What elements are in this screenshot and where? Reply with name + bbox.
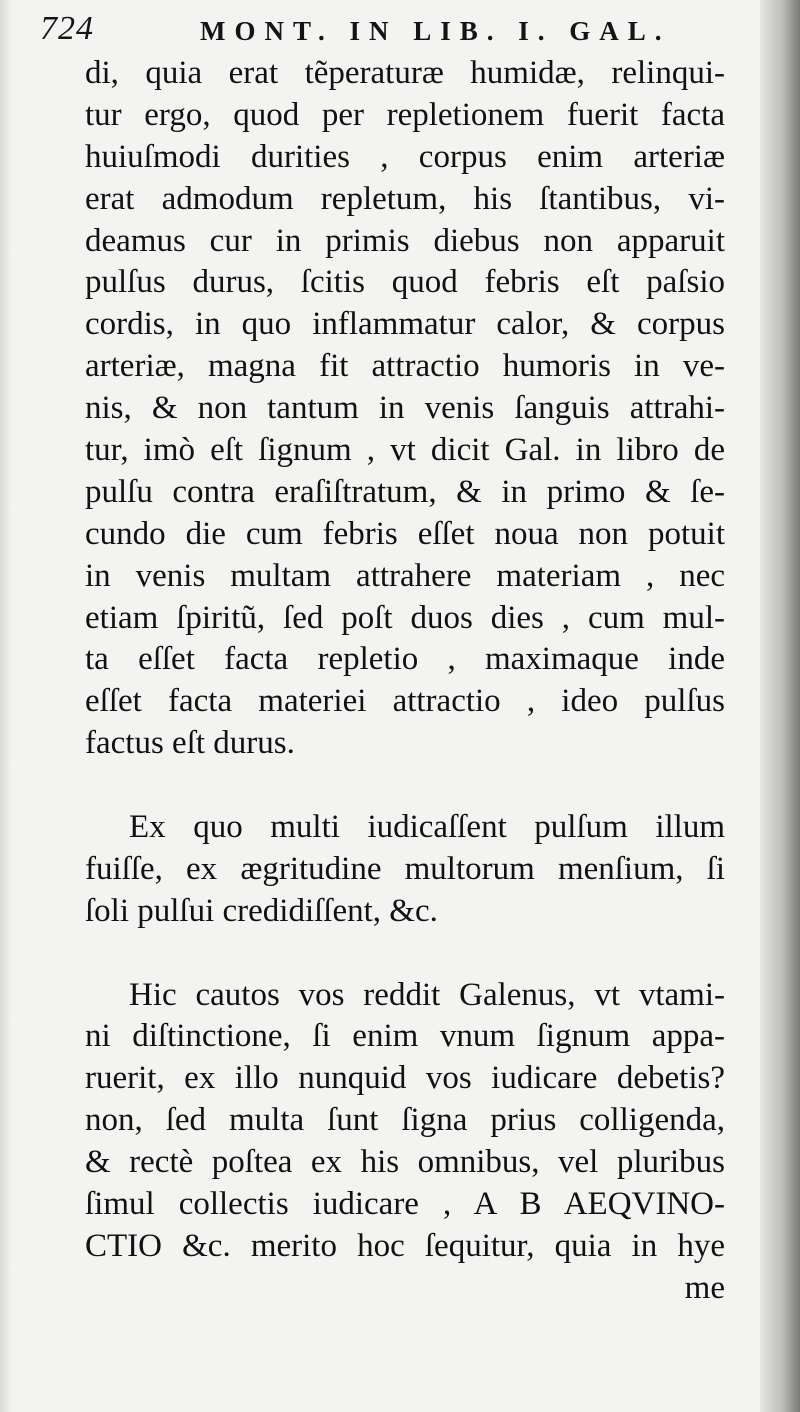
text-line: cordis, in quo inflammatur calor, & corpus bbox=[85, 306, 725, 343]
text-line: erat admodum repletum, his ſtantibus, vi- bbox=[85, 180, 725, 217]
text-line: ta eſſet facta repletio , maximaque inde bbox=[85, 641, 725, 678]
text-line: eſſet facta materiei attractio , ideo pulſus bbox=[85, 683, 725, 720]
text-line: cundo die cum febris eſſet noua non potuit bbox=[85, 515, 725, 552]
text-line: & rectè poſtea ex his omnibus, vel pluribus bbox=[85, 1144, 725, 1181]
paragraph-gap bbox=[85, 765, 725, 807]
text-line: di, quia erat tẽperaturæ humidæ, relinqui- bbox=[85, 55, 725, 91]
text-line: Hic cautos vos reddit Galenus, vt vtami- bbox=[129, 976, 725, 1013]
text-line: huiuſmodi durities , corpus enim arteriæ bbox=[85, 138, 725, 175]
text-line: non, ſed multa ſunt ſigna prius colligenda, bbox=[85, 1102, 725, 1139]
text-line: etiam ſpiritũ, ſed poſt duos dies , cum mul- bbox=[85, 599, 725, 636]
text-line: in venis multam attrahere materiam , nec bbox=[85, 557, 725, 594]
catchword: me bbox=[684, 1269, 725, 1306]
text-line: pulſu contra eraſiſtratum, & in primo & ſe- bbox=[85, 473, 725, 510]
body-text bbox=[85, 53, 725, 1310]
page-number: 724 bbox=[40, 10, 94, 47]
text-line: CTIO &c. merito hoc ſequitur, quia in hye bbox=[85, 1227, 725, 1264]
text-line: tur, imò eſt ſignum , vt dicit Gal. in libro de bbox=[85, 432, 725, 469]
text-line: deamus cur in primis diebus non apparuit bbox=[85, 222, 725, 259]
text-line: ruerit, ex illo nunquid vos iudicare debetis? bbox=[85, 1060, 725, 1097]
text-line: factus eſt durus. bbox=[85, 725, 295, 762]
paragraph bbox=[85, 975, 725, 1268]
running-title: MONT. IN LIB. I. GAL. bbox=[200, 16, 671, 46]
text-line: fuiſſe, ex ægritudine multorum menſium, ſi bbox=[85, 850, 725, 887]
text-line: ſoli pulſui credidiſſent, &c. bbox=[85, 892, 438, 929]
text-line: ſimul collectis iudicare , A B AEQVINO- bbox=[85, 1186, 725, 1223]
text-line: ni diſtinctione, ſi enim vnum ſignum appa- bbox=[85, 1018, 725, 1055]
page-gutter-shadow bbox=[760, 0, 800, 1412]
text-line: arteriæ, magna fit attractio humoris in ve- bbox=[85, 348, 725, 385]
running-head bbox=[40, 10, 740, 54]
paragraph bbox=[85, 53, 725, 765]
text-line: nis, & non tantum in venis ſanguis attrahi- bbox=[85, 390, 725, 427]
paragraph bbox=[85, 807, 725, 933]
text-line: tur ergo, quod per repletionem fuerit facta bbox=[85, 96, 725, 133]
paragraph-gap bbox=[85, 933, 725, 975]
text-line: Ex quo multi iudicaſſent pulſum illum bbox=[129, 809, 725, 846]
text-line: pulſus durus, ſcitis quod febris eſt paſsio bbox=[85, 264, 725, 301]
page-left-edge bbox=[0, 0, 12, 1412]
